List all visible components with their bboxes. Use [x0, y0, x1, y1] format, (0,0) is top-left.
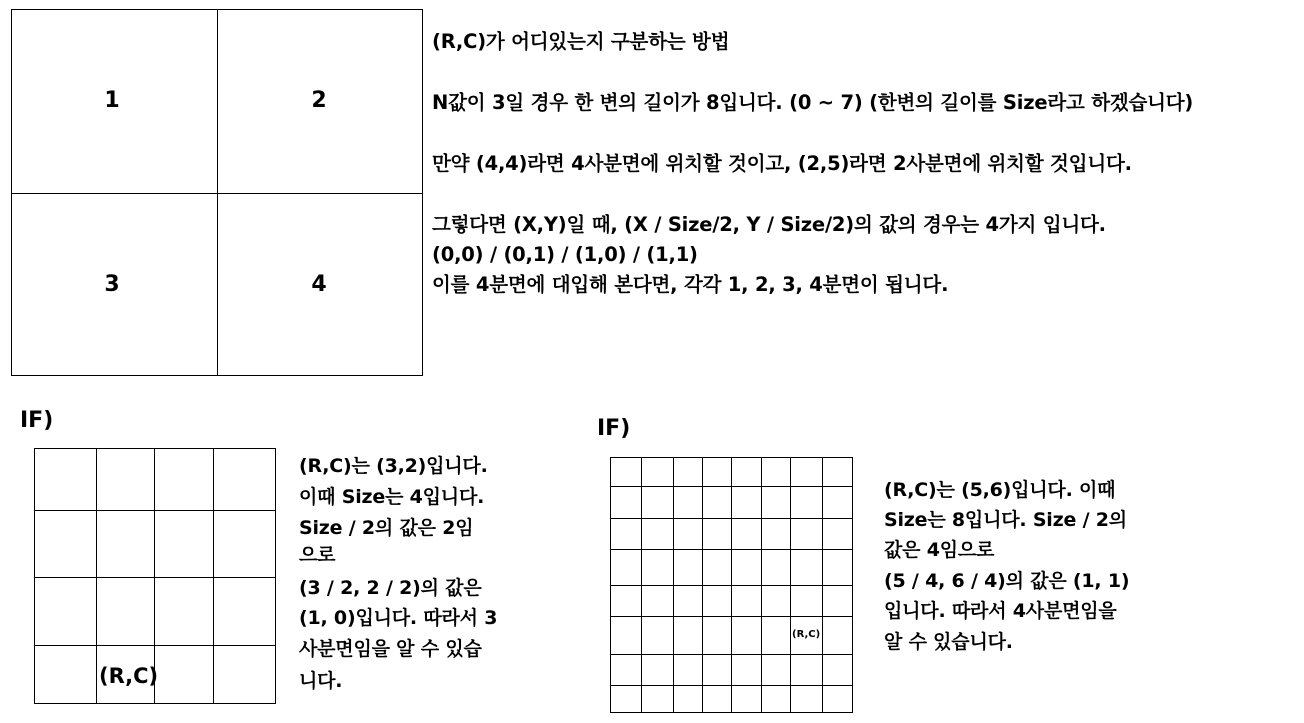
example2-grid-line: [611, 654, 852, 655]
example2-grid-line: [611, 685, 852, 686]
quadrant-label-1: 1: [104, 88, 120, 113]
explanation-line-3: 그렇다면 (X,Y)일 때, (X / Size/2, Y / Size/2)의 값의 경우는 4가지 입니다.: [432, 213, 1106, 236]
explanation-line-4: (0,0) / (0,1) / (1,0) / (1,1): [432, 243, 698, 266]
example1-grid-line: [35, 577, 275, 578]
example1-rc-marker: (R,C): [99, 664, 159, 688]
explanation-line-5: 이를 4분면에 대입해 본다면, 각각 1, 2, 3, 4분면이 됩니다.: [432, 273, 949, 296]
example2-text-line: 알 수 있습니다.: [884, 631, 1013, 653]
example2-text-line: 입니다. 따라서 4사분면임을: [884, 600, 1117, 622]
example2-grid-line: [611, 486, 852, 487]
quadrant-label-4: 4: [311, 272, 327, 297]
example1-grid-line: [35, 510, 275, 511]
example2-grid-line: [611, 585, 852, 586]
example2-grid-line: [611, 616, 852, 617]
example2-text-line: Size는 8입니다. Size / 2의: [884, 509, 1127, 531]
explanation-line-2: 만약 (4,4)라면 4사분면에 위치할 것이고, (2,5)라면 2사분면에 위치할 것입니다.: [432, 152, 1132, 175]
example1-text-line: 사분면임을 알 수 있습: [299, 638, 482, 660]
example1-text-line: 이때 Size는 4입니다.: [299, 486, 485, 508]
example2-text-line: (5 / 4, 6 / 4)의 값은 (1, 1): [884, 570, 1130, 592]
example1-text-line: (1, 0)입니다. 따라서 3: [299, 607, 498, 629]
example1-text-line: (3 / 2, 2 / 2)의 값은: [299, 577, 482, 599]
quadrant-label-2: 2: [311, 88, 327, 113]
quadrant-diagram: [11, 9, 423, 376]
example1-grid-line: [35, 645, 275, 646]
example1-text-line: Size / 2의 값은 2임: [299, 517, 474, 539]
example2-if-label: IF): [597, 416, 631, 441]
example1-grid-line: [96, 449, 97, 703]
example1-text-line: 으로: [299, 544, 336, 566]
example2-text-line: 값은 4임으로: [884, 539, 995, 561]
example2-grid-line: [611, 518, 852, 519]
example2-text-line: (R,C)는 (5,6)입니다. 이때: [884, 479, 1116, 501]
example1-grid-line: [213, 449, 214, 703]
explanation-line-1: N값이 3일 경우 한 변의 길이가 8입니다. (0 ~ 7) (한변의 길이를 Size라고 하겠습니다): [432, 91, 1194, 114]
example1-text-line: 니다.: [299, 670, 343, 692]
example1-grid: [34, 448, 276, 704]
example2-grid-line: [611, 549, 852, 550]
example1-if-label: IF): [20, 408, 54, 433]
quadrant-divider-horizontal: [12, 193, 422, 194]
quadrant-label-3: 3: [104, 272, 120, 297]
example2-grid: [610, 457, 853, 713]
example1-text-line: (R,C)는 (3,2)입니다.: [299, 455, 488, 477]
example2-rc-marker: (R,C): [792, 629, 821, 640]
explanation-title: (R,C)가 어디있는지 구분하는 방법: [432, 30, 730, 53]
